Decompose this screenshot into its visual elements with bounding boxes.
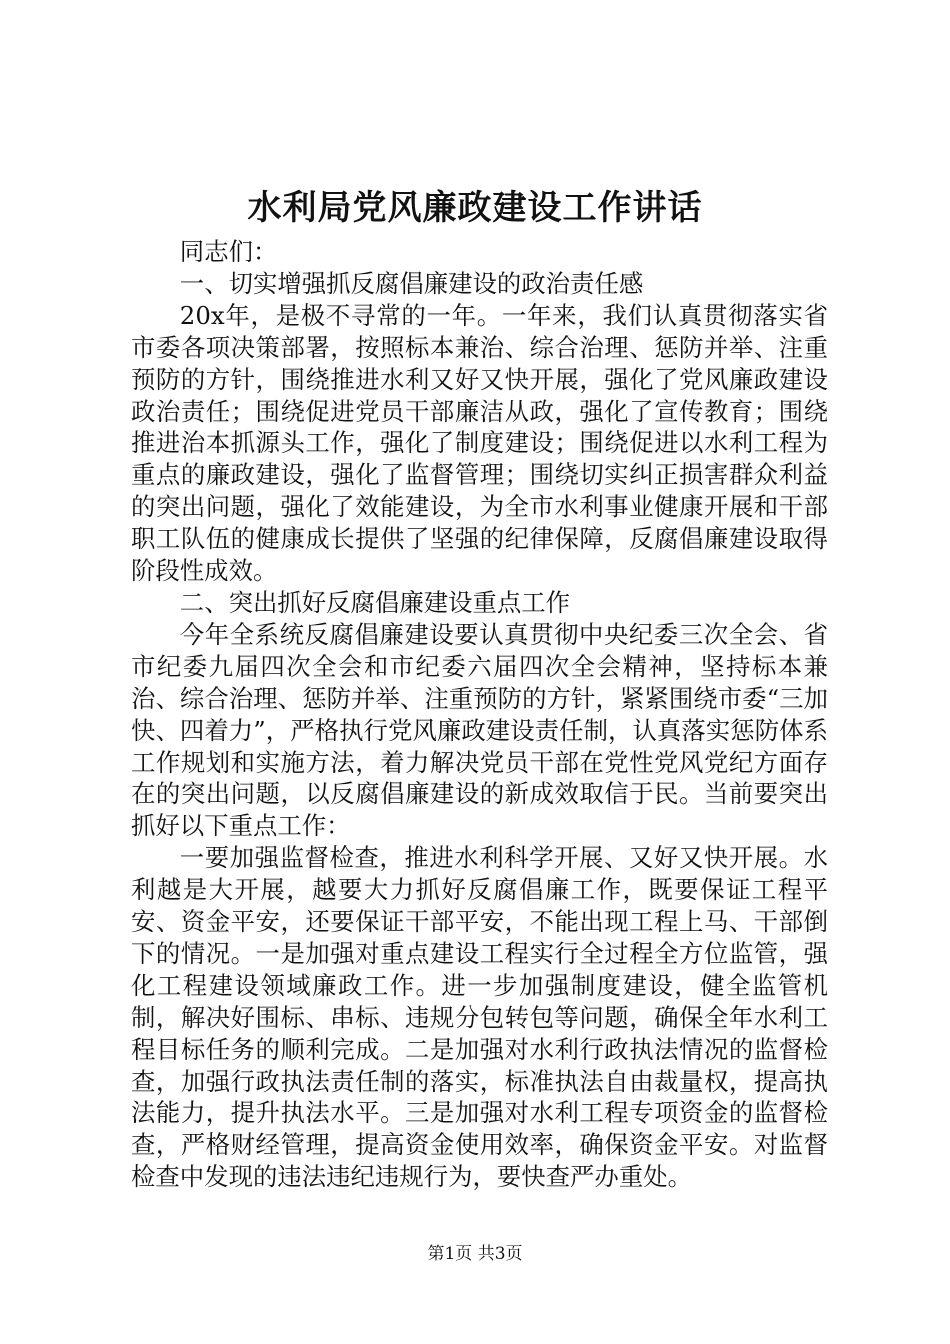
body-paragraph: 20x年，是极不寻常的一年。一年来，我们认真贯彻落实省市委各项决策部署，按照标本兼治、综合治理、惩防并举、注重预防的方针，围绕推进水利又好又快开展，强化了党风廉政建设政治责任；围绕促进党员干部廉洁从政，强化了宣传教育；围绕推进治本抓源头工作，强化了制度建设；围绕促进以水利工程为重点的廉政建设，强化了监督管理；围绕切实纠正损害群众利益的突出问题，强化了效能建设，为全市水利事业健康开展和干部职工队伍的健康成长提供了坚强的纪律保障，反腐倡廉建设取得阶段性成效。 <box>131 300 828 586</box>
document-body <box>131 236 828 1193</box>
salutation-paragraph: 同志们： <box>179 237 278 266</box>
page-footer: 第1页 共3页 <box>427 1244 523 1264</box>
document-title: 水利局党风廉政建设工作讲话 <box>247 188 703 228</box>
body-paragraph: 一要加强监督检查，推进水利科学开展、又好又快开展。水利越是大开展，越要大力抓好反腐倡廉工作，既要保证工程平安、资金平安，还要保证干部平安，不能出现工程上马、干部倒下的情况。一是加强对重点建设工程实行全过程全方位监管，强化工程建设领域廉政工作。进一步加强制度建设，健全监管机制，解决好围标、串标、违规分包转包等问题，确保全年水利工程目标任务的顺利完成。二是加强对水利行政执法情况的监督检查，加强行政执法责任制的落实，标准执法自由裁量权，提高执法能力，提升执法水平。三是加强对水利工程专项资金的监督检查，严格财经管理，提高资金使用效率，确保资金平安。对监督检查中发现的违法违纪违规行为，要快查严办重处。 <box>131 843 828 1192</box>
body-paragraph: 今年全系统反腐倡廉建设要认真贯彻中央纪委三次全会、省市纪委九届四次全会和市纪委六届四次全会精神，坚持标本兼治、综合治理、惩防并举、注重预防的方针，紧紧围绕市委“三加快、四着力”，严格执行党风廉政建设责任制，认真落实惩防体系工作规划和实施方法，着力解决党员干部在党性党风党纪方面存在的突出问题，以反腐倡廉建设的新成效取信于民。当前要突出抓好以下重点工作： <box>131 619 828 841</box>
section-heading-2: 二、突出抓好反腐倡廉建设重点工作 <box>179 587 571 617</box>
section-heading-1: 一、切实增强抓反腐倡廉建设的政治责任感 <box>179 268 644 298</box>
